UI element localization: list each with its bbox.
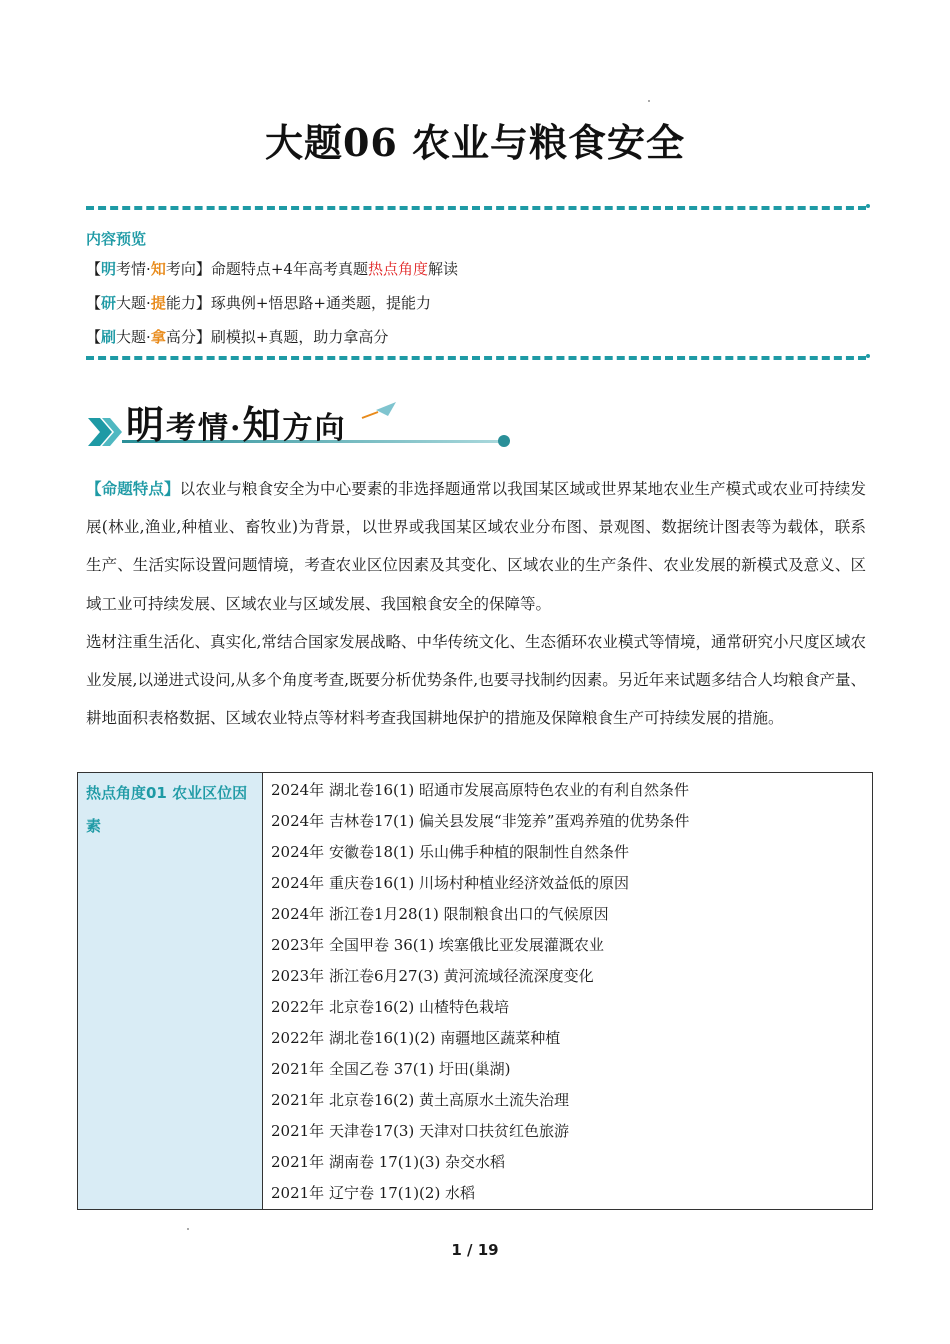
exam-characteristics bbox=[86, 470, 866, 737]
preview-heading: 内容预览 bbox=[86, 230, 147, 248]
hotspot-list bbox=[263, 773, 872, 1209]
hotspot-label: 热点角度01 农业区位因素 bbox=[78, 773, 263, 1209]
scan-dot bbox=[187, 1228, 189, 1230]
hotspot-table bbox=[77, 772, 873, 1210]
top-divider bbox=[86, 206, 866, 210]
list-item: 2024年 重庆卷16(1) 川场村种植业经济效益低的原因 bbox=[271, 874, 630, 892]
list-item: 2021年 湖南卷 17(1)(3) 杂交水稻 bbox=[271, 1153, 506, 1171]
list-item: 2023年 浙江卷6月27(3) 黄河流域径流深度变化 bbox=[271, 967, 594, 985]
bottom-divider bbox=[86, 356, 866, 360]
page-number: 1 / 19 bbox=[451, 1241, 499, 1259]
list-item: 2024年 安徽卷18(1) 乐山佛手种植的限制性自然条件 bbox=[271, 843, 630, 861]
content-preview bbox=[86, 226, 866, 354]
list-item: 2022年 北京卷16(2) 山楂特色栽培 bbox=[271, 998, 510, 1016]
list-item: 2021年 北京卷16(2) 黄土高原水土流失治理 bbox=[271, 1091, 570, 1109]
preview-row: 【刷大题·拿高分】刷模拟+真题，助力拿高分 bbox=[86, 328, 389, 346]
list-item: 2024年 吉林卷17(1) 偏关县发展“非笼养”蛋鸡养殖的优势条件 bbox=[271, 812, 690, 830]
list-item: 2024年 浙江卷1月28(1) 限制粮食出口的气候原因 bbox=[271, 905, 609, 923]
section-banner bbox=[86, 388, 516, 454]
list-item: 2021年 全国乙卷 37(1) 圩田(巢湖) bbox=[271, 1060, 511, 1078]
list-item: 2021年 天津卷17(3) 天津对口扶贫红色旅游 bbox=[271, 1122, 570, 1140]
list-item: 2023年 全国甲卷 36(1) 埃塞俄比亚发展灌溉农业 bbox=[271, 936, 604, 954]
scan-dot bbox=[648, 100, 650, 102]
preview-row: 【研大题·提能力】琢典例+悟思路+通类题，提能力 bbox=[86, 294, 431, 312]
banner-title: 明考情·知方向 bbox=[126, 402, 347, 447]
page-title: 大题06 农业与粮食安全 bbox=[264, 120, 686, 165]
list-item: 2022年 湖北卷16(1)(2) 南疆地区蔬菜种植 bbox=[271, 1029, 561, 1047]
list-item: 2021年 辽宁卷 17(1)(2) 水稻 bbox=[271, 1184, 476, 1202]
paragraph: 【命题特点】以农业与粮食安全为中心要素的非选择题通常以我国某区域或世界某地农业生产模式或农业可持续发展(林业,渔业,种植业、畜牧业)为背景，以世界或我国某区域农业分布图、景观图、数据统计图表等为载体，联系生产、生活实际设置问题情境，考查农业区位因素及其变化、区域农业的生产条件、农业发展的新模式及意义、区域工业可持续发展、区域农业与区域发展、我国粮食安全的保障等。 bbox=[86, 479, 866, 613]
list-item: 2024年 湖北卷16(1) 昭通市发展高原特色农业的有利自然条件 bbox=[271, 781, 690, 799]
preview-row: 【明考情·知考向】命题特点+4年高考真题热点角度解读 bbox=[86, 260, 458, 278]
paragraph: 选材注重生活化、真实化,常结合国家发展战略、中华传统文化、生态循环农业模式等情境，通常研究小尺度区域农业发展,以递进式设问,从多个角度考查,既要分析优势条件,也要寻找制约因素。另近年来试题多结合人均粮食产量、耕地面积表格数据、区域农业特点等材料考查我国耕地保护的措施及保障粮食生产可持续发展的措施。 bbox=[86, 632, 866, 728]
